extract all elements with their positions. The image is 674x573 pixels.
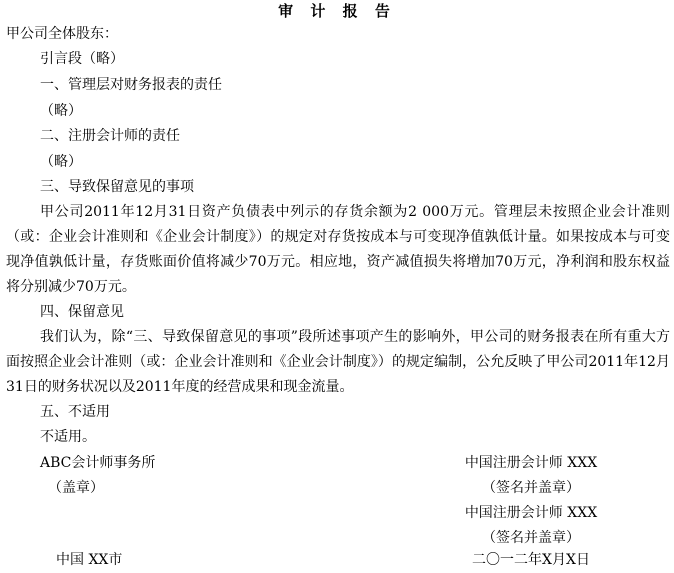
section3-heading: 三、导致保留意见的事项 [40,179,194,195]
section4-heading: 四、保留意见 [40,304,124,320]
section4-paragraph: 我们认为，除“三、导致保留意见的事项”段所述事项产生的影响外，甲公司的财务报表在所有重大方面按照企业会计准则（或：企业会计准则和《企业会计制度》）的规定编制，公允反映了甲公司2011年12月31日的财务状况以及2011年度的经营成果和现金流量。 [6,329,670,395]
section2-heading: 二、注册会计师的责任 [40,128,180,144]
cpa2-name: 中国注册会计师 XXX [464,505,598,521]
cpa2-signature: （签名并盖章） [482,530,580,546]
firm-seal: （盖章） [48,480,104,496]
report-title: 审 计 报 告 [278,2,396,20]
cpa1-name: 中国注册会计师 XXX [464,455,598,471]
section5-heading: 五、不适用 [40,404,110,420]
section2-body: （略） [40,154,82,170]
salutation: 甲公司全体股东： [6,26,118,42]
firm-name: ABC会计师事务所 [40,455,156,471]
section1-body: （略） [40,103,82,119]
report-date: 二〇一二年X月X日 [472,552,590,568]
intro-paragraph: 引言段（略） [40,51,124,67]
report-location: 中国 XX市 [56,552,123,568]
cpa1-signature: （签名并盖章） [482,480,580,496]
section3-paragraph: 甲公司2011年12月31日资产负债表中列示的存货余额为2 000万元。管理层未按照企业会计准则（或：企业会计准则和《企业会计制度》）的规定对存货按成本与可变现净值孰低计量。如果按成本与可变现净值孰低计量，存货账面价值将减少70万元。相应地，资产减值损失将增加70万元，净利润和股东权益将分别减少70万元。 [6,204,670,295]
section1-heading: 一、管理层对财务报表的责任 [40,77,222,93]
section5-body: 不适用。 [40,429,96,445]
